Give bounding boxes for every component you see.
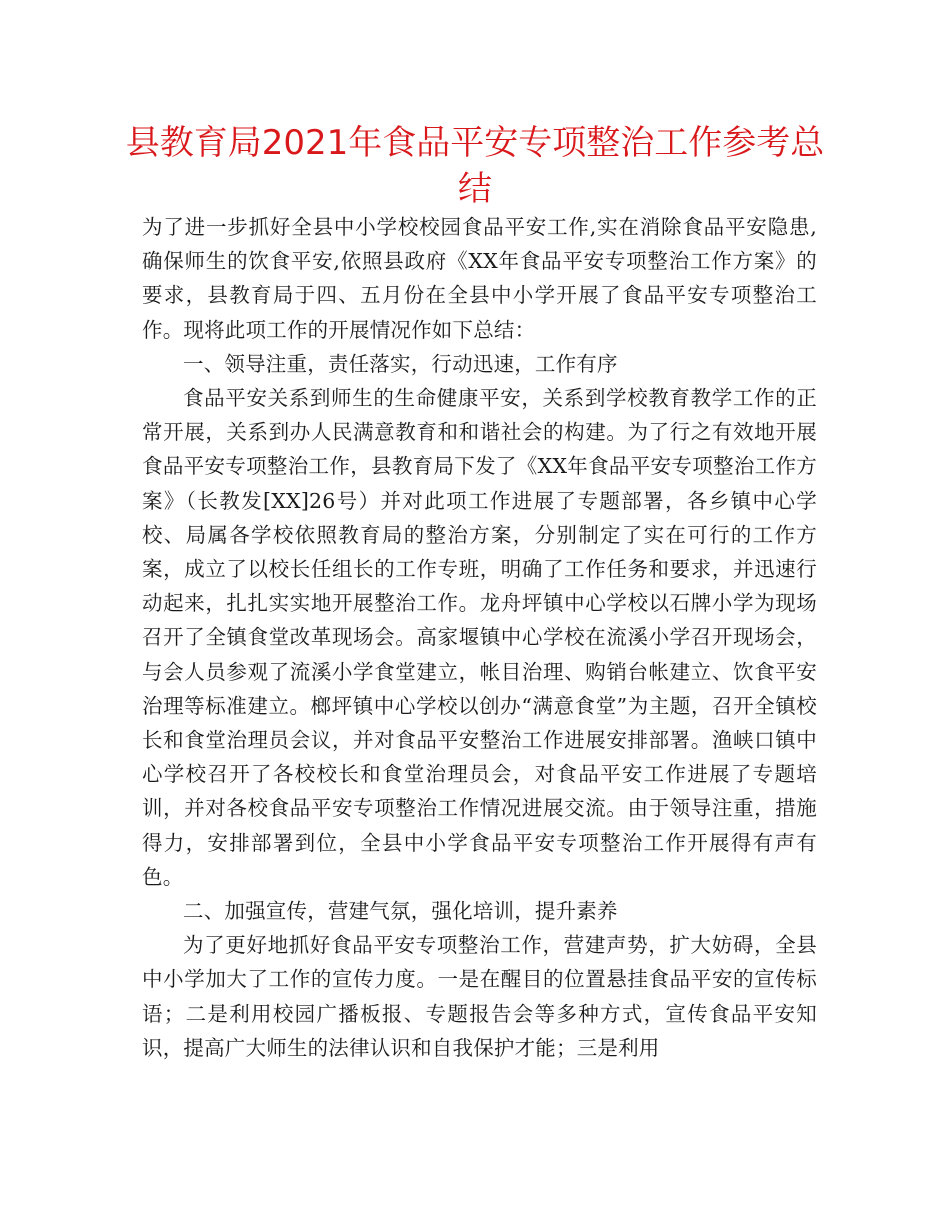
section-heading-1: 一、领导注重，责任落实，行动迅速，工作有序 (183, 351, 618, 376)
document-body (142, 210, 817, 1065)
section-heading-2: 二、加强宣传，营建气氛，强化培训，提升素养 (183, 899, 618, 924)
section-2-paragraph: 为了更好地抓好食品平安专项整治工作，营建声势，扩大妨碍，全县中小学加大了工作的宣传力度。一是在醒目的位置悬挂食品平安的宣传标语；二是利用校园广播板报、专题报告会等多种方式，宣传食品平安知识，提高广大师生的法律认识和自我保护才能；三是利用 (142, 933, 817, 1060)
intro-paragraph: 为了进一步抓好全县中小学校校园食品平安工作,实在消除食品平安隐患,确保师生的饮食平安,依照县政府《XX年食品平安专项整治工作方案》的要求，县教育局于四、五月份在全县中小学开展了食品平安专项整治工作。现将此项工作的开展情况作如下总结： (142, 215, 817, 342)
section-1-paragraph: 食品平安关系到师生的生命健康平安，关系到学校教育教学工作的正常开展，关系到办人民满意教育和和谐社会的构建。为了行之有效地开展食品平安专项整治工作，县教育局下发了《XX年食品平安专项整治工作方案》（长教发[XX]26号）并对此项工作进展了专题部署，各乡镇中心学校、局属各学校依照教育局的整治方案，分别制定了实在可行的工作方案，成立了以校长任组长的工作专班，明确了工作任务和要求，并迅速行动起来，扎扎实实地开展整治工作。龙舟坪镇中心学校以石牌小学为现场召开了全镇食堂改革现场会。高家堰镇中心学校在流溪小学召开现场会，与会人员参观了流溪小学食堂建立，帐目治理、购销台帐建立、饮食平安治理等标准建立。榔坪镇中心学校以创办“满意食堂”为主题，召开全镇校长和食堂治理员会议，并对食品平安整治工作进展安排部署。渔峡口镇中心学校召开了各校校长和食堂治理员会，对食品平安工作进展了专题培训，并对各校食品平安专项整治工作情况进展交流。由于领导注重，措施得力，安排部署到位，全县中小学食品平安专项整治工作开展得有声有色。 (142, 386, 817, 889)
document-title: 县教育局2021年食品平安专项整治工作参考总结 (125, 123, 825, 209)
